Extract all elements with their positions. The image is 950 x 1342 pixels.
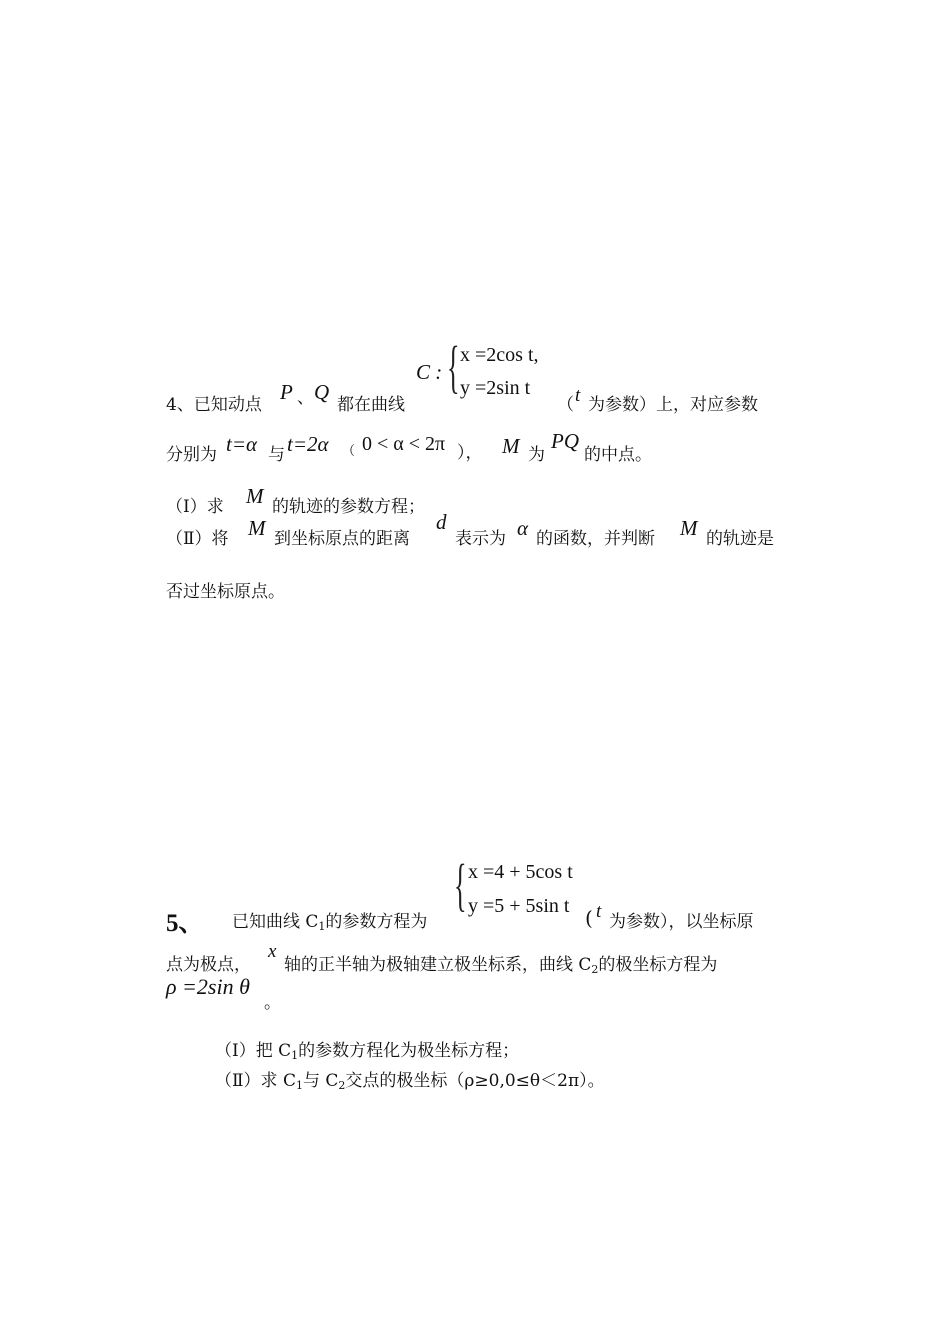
q4-part2-d: d [436,510,447,534]
q4-segment-pq: PQ [551,429,579,453]
q4-range: 0 < α < 2π [362,433,446,455]
q4-line1-suffix: 为参数）上，对应参数 [588,395,758,415]
q4-curve-label: C : [416,360,443,384]
q5-line1-text: 已知曲线 $C_1$的参数方程为 [232,912,428,933]
q4-t-alpha: t=α [226,432,258,456]
q5-line2-mid: 轴的正半轴为极轴建立极坐标系，曲线 $C_2$的极坐标方程为 [284,955,718,976]
q4-part2-suffix: 的轨迹是 [706,529,774,549]
q4-line1-mid: 都在曲线 [337,395,405,415]
q5-eq-line2: y =5 + 5sin t [468,895,570,917]
q5-period: 。 [264,993,281,1013]
q4-part2-m: M [248,516,266,540]
q4-line1-prefix: 4、已知动点 [166,395,262,415]
q5-paren-open: ( [585,906,593,930]
q5-part1: （Ⅰ）把 $C_1$的参数方程化为极坐标方程； [215,1041,520,1062]
q4-paren-open: （ [557,395,574,415]
q4-part2-alpha: α [517,516,529,540]
q4-t-2alpha: t=2α [287,432,329,456]
q4-dun: 、 [297,388,314,408]
q4-eq-line2: y =2sin t [460,377,531,399]
q4-wei: 为 [528,445,545,465]
q5-rho-equation: ρ =2sin θ [166,974,250,999]
q4-part2-mid1: 到坐标原点的距离 [274,529,410,549]
q4-left-brace: { [447,334,460,399]
q5-line1-suffix: 为参数），以坐标原 [609,912,754,932]
q4-paren2-open: （ [342,444,356,459]
q5-left-brace: { [454,852,467,917]
q5-eq-line1: x =4 + 5cos t [468,861,573,883]
q5-line2-prefix: 点为极点， [166,955,251,975]
q5-t-var: t [596,901,602,922]
q5-part2: （Ⅱ）求 $C_1$与 $C_2$交点的极坐标（ρ≥0,0≤θ＜2π）。 [215,1071,605,1092]
q4-line2-suffix: 的中点。 [584,445,652,465]
q4-point-p: P [280,380,293,404]
q5-x-var: x [268,941,277,962]
q5-number: 5、 [166,910,204,937]
q4-eq-line1: x =2cos t, [460,344,539,366]
q4-line2-prefix: 分别为 [166,445,217,465]
q4-point-q: Q [314,380,330,404]
q4-yu: 与 [268,445,285,465]
q4-part1-prefix: （Ⅰ）求 [166,497,224,517]
q4-paren2-close: ）， [457,443,483,463]
q4-part2-line2: 否过坐标原点。 [166,582,285,602]
q4-part2-prefix: （Ⅱ）将 [166,529,229,549]
q4-part2-m2: M [680,516,698,540]
q4-part1-suffix: 的轨迹的参数方程； [272,497,425,517]
q4-t-var: t [575,385,581,406]
q4-midpoint-m: M [502,434,520,458]
q4-part2-mid2: 表示为 [455,529,506,549]
q4-part1-m: M [246,484,264,508]
q4-part2-mid3: 的函数，并判断 [536,529,655,549]
